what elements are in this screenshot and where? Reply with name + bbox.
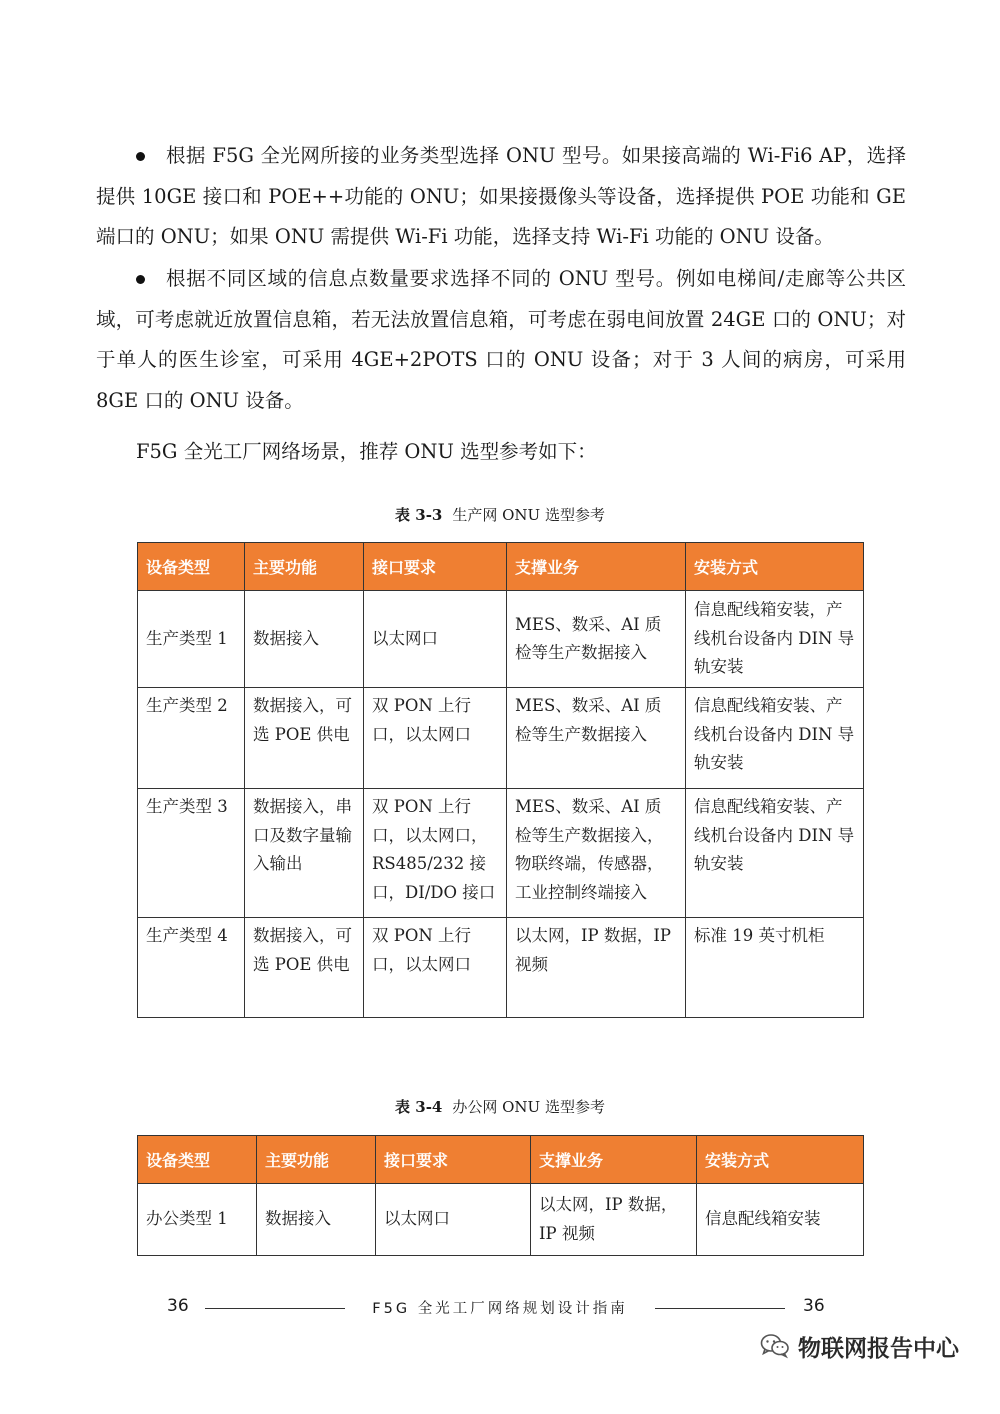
- page-number-left: 36: [167, 1296, 189, 1316]
- cell-service: MES、数采、AI 质检等生产数据接入: [507, 591, 686, 688]
- table-row: [138, 789, 864, 918]
- cell-function: 数据接入: [257, 1184, 376, 1256]
- table-title: 生产网 ONU 选型参考: [452, 506, 605, 524]
- cell-service: 以太网，IP 数据，IP 视频: [531, 1184, 697, 1256]
- table-row: [138, 591, 864, 688]
- page-number-right: 36: [803, 1296, 825, 1316]
- office-onu-table: [137, 1135, 864, 1256]
- column-header: 主要功能: [257, 1136, 376, 1184]
- cell-interface: 双 PON 上行口，以太网口: [364, 918, 507, 1018]
- table-row: [138, 1184, 864, 1256]
- cell-interface: 以太网口: [364, 591, 507, 688]
- table-title: 办公网 ONU 选型参考: [452, 1098, 605, 1116]
- cell-function: 数据接入，可选 POE 供电: [245, 688, 364, 789]
- table-header-row: [138, 1136, 864, 1184]
- production-onu-table: [137, 542, 864, 1018]
- table-caption: [0, 504, 1000, 526]
- cell-function: 数据接入，可选 POE 供电: [245, 918, 364, 1018]
- column-header: 接口要求: [376, 1136, 531, 1184]
- table-number: 表 3-3: [395, 506, 443, 524]
- column-header: 安装方式: [697, 1136, 864, 1184]
- watermark-text: 物联网报告中心: [798, 1335, 959, 1362]
- cell-device-type: 生产类型 3: [138, 789, 245, 918]
- table-caption: [0, 1096, 1000, 1118]
- column-header: 设备类型: [138, 543, 245, 591]
- cell-install: 信息配线箱安装、产线机台设备内 DIN 导轨安装: [686, 789, 864, 918]
- wechat-icon: [760, 1333, 790, 1359]
- footer-divider: [655, 1308, 785, 1309]
- cell-service: MES、数采、AI 质检等生产数据接入: [507, 688, 686, 789]
- cell-device-type: 生产类型 4: [138, 918, 245, 1018]
- cell-device-type: 生产类型 2: [138, 688, 245, 789]
- cell-service: 以太网，IP 数据，IP 视频: [507, 918, 686, 1018]
- source-watermark: [760, 1326, 959, 1366]
- paragraph-onu-service-type: 根据 F5G 全光网所接的业务类型选择 ONU 型号。如果接高端的 Wi-Fi6 AP，选择提供 10GE 接口和 POE++功能的 ONU；如果接摄像头等设备，选择提供 POE 功能和 GE 端口的 ONU；如果 ONU 需提供 Wi-Fi 功能，选择支持 Wi-Fi 功能的 ONU 设备。: [96, 144, 906, 248]
- paragraph-onu-area-count: 根据不同区域的信息点数量要求选择不同的 ONU 型号。例如电梯间/走廊等公共区域，可考虑就近放置信息箱，若无法放置信息箱，可考虑在弱电间放置 24GE 口的 ONU；对于单人的医生诊室，可采用 4GE+2POTS 口的 ONU 设备；对于 3 人间的病房，可采用 8GE 口的 ONU 设备。: [96, 267, 906, 412]
- column-header: 支撑业务: [507, 543, 686, 591]
- cell-interface: 以太网口: [376, 1184, 531, 1256]
- table-row: [138, 688, 864, 789]
- cell-device-type: 办公类型 1: [138, 1184, 257, 1256]
- column-header: 安装方式: [686, 543, 864, 591]
- page-footer: [0, 1296, 1000, 1322]
- cell-install: 标准 19 英寸机柜: [686, 918, 864, 1018]
- cell-service: MES、数采、AI 质检等生产数据接入，物联终端，传感器，工业控制终端接入: [507, 789, 686, 918]
- table-row: [138, 918, 864, 1018]
- column-header: 支撑业务: [531, 1136, 697, 1184]
- column-header: 设备类型: [138, 1136, 257, 1184]
- cell-interface: 双 PON 上行口，以太网口: [364, 688, 507, 789]
- cell-install: 信息配线箱安装，产线机台设备内 DIN 导轨安装: [686, 591, 864, 688]
- table-intro-text: F5G 全光工厂网络场景，推荐 ONU 选型参考如下：: [136, 440, 597, 463]
- footer-title: F5G 全光工厂网络规划设计指南: [372, 1301, 628, 1317]
- cell-interface: 双 PON 上行口，以太网口，RS485/232 接口，DI/DO 接口: [364, 789, 507, 918]
- cell-function: 数据接入，串口及数字量输入输出: [245, 789, 364, 918]
- table-header-row: [138, 543, 864, 591]
- column-header: 接口要求: [364, 543, 507, 591]
- cell-install: 信息配线箱安装: [697, 1184, 864, 1256]
- cell-install: 信息配线箱安装、产线机台设备内 DIN 导轨安装: [686, 688, 864, 789]
- table-number: 表 3-4: [395, 1098, 443, 1116]
- column-header: 主要功能: [245, 543, 364, 591]
- footer-divider: [205, 1308, 345, 1309]
- cell-device-type: 生产类型 1: [138, 591, 245, 688]
- cell-function: 数据接入: [245, 591, 364, 688]
